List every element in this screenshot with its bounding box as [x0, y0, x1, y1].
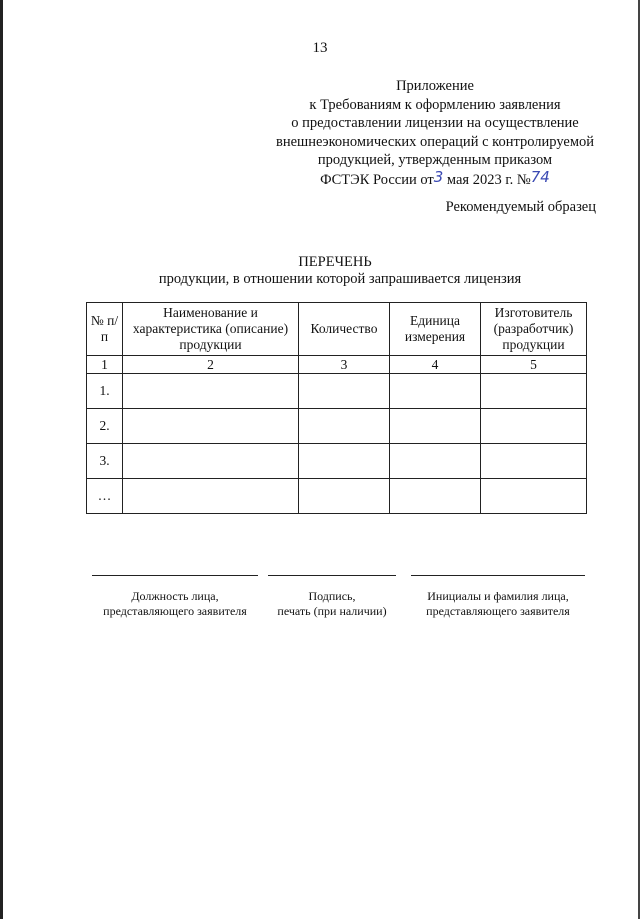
empty-cell: [481, 479, 587, 514]
column-number: 5: [481, 356, 587, 374]
column-number: 2: [123, 356, 299, 374]
appendix-header: [240, 77, 630, 189]
empty-cell: [481, 409, 587, 444]
table-row: [87, 374, 587, 409]
list-title: ПЕРЕЧЕНЬ: [298, 254, 372, 270]
handwritten-date-day: 3: [433, 167, 444, 186]
empty-cell: [390, 479, 481, 514]
column-number-row: [87, 356, 587, 374]
signature-line: [268, 575, 396, 576]
signature-label-line-1: Подпись,: [308, 589, 356, 603]
initials-label-line-1: Инициалы и фамилия лица,: [427, 589, 569, 603]
handwritten-order-number: 74: [530, 167, 550, 186]
signature-label-line-2: печать (при наличии): [277, 603, 387, 618]
column-number: 3: [299, 356, 390, 374]
empty-cell: [481, 444, 587, 479]
row-number: 2.: [87, 409, 123, 444]
list-subtitle: продукции, в отношении которой запрашивается лицензия: [158, 271, 522, 287]
header-manufacturer: Изготовитель (разработчик) продукции: [481, 303, 587, 356]
initials-label: [405, 589, 591, 618]
row-number: …: [87, 479, 123, 514]
scan-border-left: [0, 0, 3, 919]
table-header-row: [87, 303, 587, 356]
appendix-line-5: продукцией, утвержденным приказом: [317, 152, 553, 168]
sample-note: Рекомендуемый образец: [445, 199, 596, 215]
appendix-line-2: к Требованиям к оформлению заявления: [309, 96, 561, 113]
initials-signature-line: [411, 575, 585, 576]
order-prefix: ФСТЭК России от: [320, 171, 434, 188]
position-label-line-2: представляющего заявителя: [103, 603, 247, 618]
empty-cell: [481, 374, 587, 409]
appendix-line-6: [240, 167, 630, 190]
header-number: № п/п: [87, 303, 123, 356]
signature-label: [266, 589, 398, 618]
header-quantity: Количество: [299, 303, 390, 356]
appendix-line-1: Приложение: [396, 78, 474, 94]
header-unit: Единица измерения: [390, 303, 481, 356]
empty-cell: [299, 409, 390, 444]
position-label-line-1: Должность лица,: [131, 589, 219, 603]
table-row: [87, 479, 587, 514]
empty-cell: [123, 409, 299, 444]
header-name: Наименование и характеристика (описание) продукции: [123, 303, 299, 356]
appendix-line-3: о предоставлении лицензии на осуществление: [291, 115, 579, 131]
order-date-text: мая 2023 г. №: [443, 171, 531, 188]
column-number: 4: [390, 356, 481, 374]
initials-label-line-2: представляющего заявителя: [426, 603, 570, 618]
empty-cell: [390, 374, 481, 409]
empty-cell: [123, 444, 299, 479]
empty-cell: [390, 409, 481, 444]
page-number: 13: [312, 40, 328, 56]
empty-cell: [390, 444, 481, 479]
empty-cell: [299, 374, 390, 409]
products-table: [86, 302, 587, 514]
position-label: [80, 589, 270, 618]
row-number: 3.: [87, 444, 123, 479]
empty-cell: [123, 374, 299, 409]
position-signature-line: [92, 575, 258, 576]
appendix-line-4: внешнеэкономических операций с контролируемой: [275, 133, 595, 150]
empty-cell: [299, 444, 390, 479]
table-row: [87, 444, 587, 479]
empty-cell: [123, 479, 299, 514]
empty-cell: [299, 479, 390, 514]
column-number: 1: [87, 356, 123, 374]
row-number: 1.: [87, 374, 123, 409]
table-row: [87, 409, 587, 444]
